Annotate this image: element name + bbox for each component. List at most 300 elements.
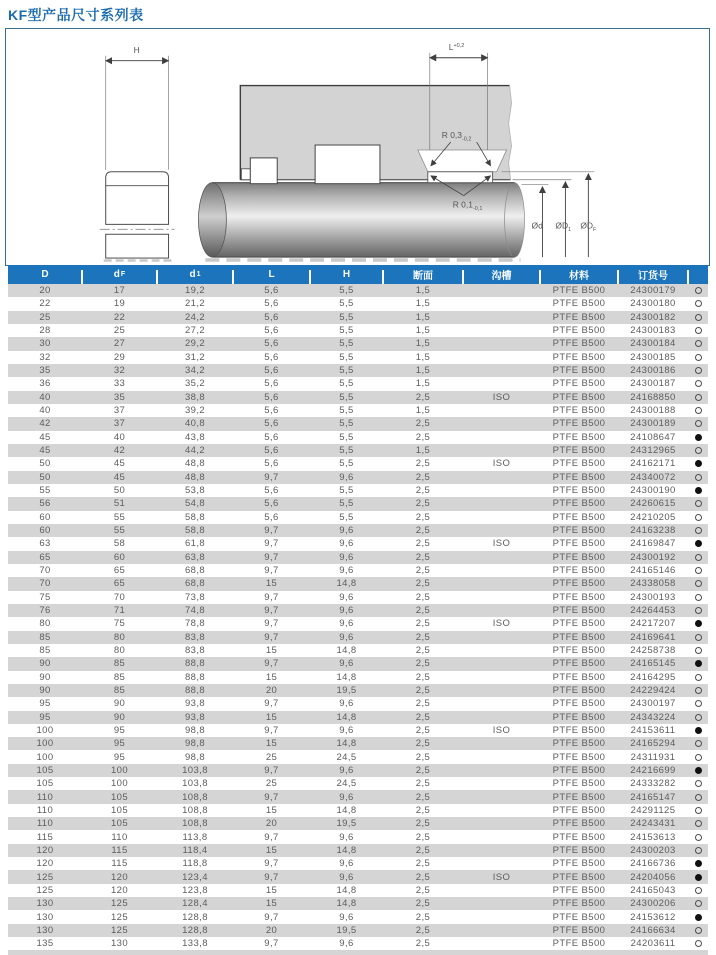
cell-material: PTFE B500 xyxy=(552,844,606,856)
open-circle-icon xyxy=(695,607,702,614)
cell-h: 5,5 xyxy=(339,445,354,457)
cell-df: 37 xyxy=(113,418,126,430)
cell-df: 27 xyxy=(113,338,126,350)
column-header-d1: d 1 xyxy=(157,265,233,284)
cell-d1: 29,2 xyxy=(184,338,206,350)
cell-l: 5,6 xyxy=(264,311,279,323)
cell-df: 100 xyxy=(110,764,129,776)
cell-d: 135 xyxy=(36,938,54,950)
cell-d1: 93,8 xyxy=(184,698,206,710)
table-row xyxy=(8,711,708,724)
open-circle-icon xyxy=(695,380,702,387)
cell-d: 65 xyxy=(39,551,51,563)
cell-l: 9,7 xyxy=(264,791,279,803)
cell-l: 5,6 xyxy=(264,338,279,350)
open-circle-icon xyxy=(695,754,702,761)
cell-availability xyxy=(688,380,708,387)
cell-d: 125 xyxy=(36,871,54,883)
table-header xyxy=(8,265,708,284)
cell-availability xyxy=(688,647,708,654)
cell-section: 2,5 xyxy=(415,418,431,430)
table-row xyxy=(8,790,708,803)
cell-df: 55 xyxy=(113,525,126,537)
cell-material: PTFE B500 xyxy=(552,365,606,377)
cell-l: 5,6 xyxy=(264,365,279,377)
cell-l: 9,7 xyxy=(264,525,279,537)
cell-order-no: 24258738 xyxy=(630,645,676,657)
table-row xyxy=(8,604,708,617)
cell-d1: 58,8 xyxy=(184,511,206,523)
size-table xyxy=(8,265,708,955)
cell-section: 2,5 xyxy=(415,431,431,443)
cell-availability xyxy=(688,314,708,321)
cell-d1: 44,2 xyxy=(184,445,206,457)
cell-df: 35 xyxy=(113,391,126,403)
column-header-h: H xyxy=(310,265,383,284)
cell-availability xyxy=(688,794,708,801)
cell-groove: ISO xyxy=(492,391,511,403)
table-row xyxy=(8,924,708,937)
cell-order-no: 24229424 xyxy=(630,685,676,696)
table-row xyxy=(8,884,708,897)
cell-l: 9,7 xyxy=(264,911,279,923)
cell-availability xyxy=(688,420,708,427)
cell-df: 120 xyxy=(110,884,129,896)
cell-l: 25 xyxy=(265,778,278,790)
column-header-order-no: 订货号 xyxy=(618,265,688,284)
cell-order-no: 24300185 xyxy=(630,351,676,363)
cell-material: PTFE B500 xyxy=(552,898,606,910)
open-circle-icon xyxy=(695,780,702,787)
cell-material: PTFE B500 xyxy=(552,858,606,870)
cell-material: PTFE B500 xyxy=(552,738,606,750)
cell-availability xyxy=(688,460,708,467)
cell-section: 1,5 xyxy=(415,338,431,350)
cell-df: 75 xyxy=(113,618,126,630)
cell-section: 2,5 xyxy=(415,591,431,603)
cell-d: 110 xyxy=(36,818,54,830)
cell-d: 70 xyxy=(39,578,51,590)
cell-availability xyxy=(688,474,708,481)
cell-d1: 108,8 xyxy=(182,791,208,803)
table-row xyxy=(8,697,708,710)
column-header-groove: 沟槽 xyxy=(463,265,540,284)
table-row xyxy=(8,857,708,870)
open-circle-icon xyxy=(695,300,702,307)
cell-df: 32 xyxy=(113,365,126,377)
cell-section: 2,5 xyxy=(415,804,431,816)
cell-h: 9,6 xyxy=(339,658,354,670)
cell-l: 5,6 xyxy=(264,298,279,310)
open-circle-icon xyxy=(695,820,702,827)
cell-section: 1,5 xyxy=(415,351,431,363)
cell-order-no: 24153612 xyxy=(630,911,676,923)
cell-material: PTFE B500 xyxy=(552,924,606,936)
cell-material: PTFE B500 xyxy=(552,658,606,670)
cell-order-no: 24300179 xyxy=(630,285,676,297)
cell-d1: 43,8 xyxy=(184,431,206,443)
cell-h: 24,5 xyxy=(336,778,357,790)
cell-availability xyxy=(688,914,708,921)
cell-l: 5,6 xyxy=(264,378,279,390)
cell-l: 9,7 xyxy=(264,605,279,617)
cell-material: PTFE B500 xyxy=(552,458,606,470)
cell-section: 2,5 xyxy=(415,858,431,870)
cell-groove: ISO xyxy=(492,538,511,550)
cell-availability xyxy=(688,874,708,881)
cell-h: 9,6 xyxy=(339,538,354,550)
cell-order-no: 24204056 xyxy=(630,871,676,883)
cell-l: 15 xyxy=(265,711,278,723)
table-row xyxy=(8,777,708,790)
cell-df: 105 xyxy=(110,804,129,816)
cell-material: PTFE B500 xyxy=(552,618,606,630)
cell-h: 5,5 xyxy=(339,391,354,403)
cell-df: 70 xyxy=(113,591,126,603)
cell-d1: 123,4 xyxy=(182,871,208,883)
cell-material: PTFE B500 xyxy=(552,871,606,883)
cell-material: PTFE B500 xyxy=(552,391,606,403)
cell-df: 22 xyxy=(113,311,126,323)
cell-h: 9,6 xyxy=(339,525,354,537)
open-circle-icon xyxy=(695,354,702,361)
filled-circle-icon xyxy=(695,487,702,494)
cell-h: 9,6 xyxy=(339,724,354,736)
column-header-l: L xyxy=(233,265,310,284)
cell-material: PTFE B500 xyxy=(552,645,606,657)
cell-df: 58 xyxy=(113,538,126,550)
cell-h: 14,8 xyxy=(336,804,357,816)
cell-material: PTFE B500 xyxy=(552,804,606,816)
cell-availability xyxy=(688,367,708,374)
table-row xyxy=(8,524,708,537)
table-row xyxy=(8,910,708,923)
open-circle-icon xyxy=(695,314,702,321)
cell-df: 95 xyxy=(113,724,126,736)
cell-order-no: 24166736 xyxy=(630,858,676,870)
table-row xyxy=(8,684,708,697)
cell-df: 105 xyxy=(110,818,129,830)
cell-l: 9,7 xyxy=(264,538,279,550)
cell-df: 125 xyxy=(110,898,129,910)
dim-od-label: Ød xyxy=(531,220,543,231)
cell-section: 1,5 xyxy=(415,405,431,417)
cell-df: 42 xyxy=(113,445,126,457)
cell-df: 95 xyxy=(113,738,126,750)
cell-material: PTFE B500 xyxy=(552,405,606,417)
cell-section: 2,5 xyxy=(415,884,431,896)
filled-circle-icon xyxy=(695,460,702,467)
cell-d1: 63,8 xyxy=(184,551,206,563)
cell-availability xyxy=(688,394,708,401)
cell-d1: 103,8 xyxy=(182,778,208,790)
open-circle-icon xyxy=(695,340,702,347)
cell-section: 2,5 xyxy=(415,764,431,776)
cell-material: PTFE B500 xyxy=(552,764,606,776)
table-row xyxy=(8,750,708,763)
cell-df: 85 xyxy=(113,685,126,696)
cell-availability xyxy=(688,940,708,947)
table-row xyxy=(8,337,708,350)
table-row xyxy=(8,830,708,843)
open-circle-icon xyxy=(695,647,702,654)
cell-h: 5,5 xyxy=(339,338,354,350)
cell-order-no: 24203611 xyxy=(630,938,676,950)
cell-l: 20 xyxy=(265,924,278,936)
table-row xyxy=(8,284,708,297)
cell-d1: 113,8 xyxy=(182,831,208,843)
cell-d1: 68,8 xyxy=(184,565,206,577)
cell-availability xyxy=(688,674,708,681)
cell-groove: ISO xyxy=(492,871,511,883)
cell-section: 2,5 xyxy=(415,511,431,523)
table-body xyxy=(8,284,708,950)
cell-l: 15 xyxy=(265,645,278,657)
cell-h: 9,6 xyxy=(339,605,354,617)
radius-03-label: R $0,3_{-0,2}$ xyxy=(441,130,472,143)
cell-order-no: 24243431 xyxy=(630,818,676,830)
cell-df: 45 xyxy=(113,458,126,470)
cell-h: 9,6 xyxy=(339,591,354,603)
cell-h: 19,5 xyxy=(336,924,357,936)
cell-order-no: 24300182 xyxy=(630,311,676,323)
cell-d: 20 xyxy=(39,285,51,297)
cell-l: 9,7 xyxy=(264,631,279,643)
cell-availability xyxy=(688,727,708,734)
cell-availability xyxy=(688,287,708,294)
seal-cross-section-drawing xyxy=(6,29,709,265)
cell-h: 9,6 xyxy=(339,565,354,577)
table-row xyxy=(8,737,708,750)
cell-material: PTFE B500 xyxy=(552,378,606,390)
cell-d1: 19,2 xyxy=(184,285,206,297)
cell-order-no: 24165146 xyxy=(630,565,676,577)
table-row xyxy=(8,404,708,417)
cell-order-no: 24311931 xyxy=(630,751,676,763)
table-row xyxy=(8,497,708,510)
cell-material: PTFE B500 xyxy=(552,631,606,643)
cell-availability xyxy=(688,580,708,587)
cell-d1: 48,8 xyxy=(184,458,206,470)
table-row xyxy=(8,364,708,377)
cell-df: 17 xyxy=(113,285,126,297)
table-row xyxy=(8,431,708,444)
cell-material: PTFE B500 xyxy=(552,551,606,563)
cell-availability xyxy=(688,620,708,627)
cell-section: 2,5 xyxy=(415,578,431,590)
cell-d1: 35,2 xyxy=(184,378,206,390)
cell-h: 14,8 xyxy=(336,645,357,657)
open-circle-icon xyxy=(695,567,702,574)
cell-h: 14,8 xyxy=(336,711,357,723)
cell-df: 51 xyxy=(113,498,126,510)
cell-h: 9,6 xyxy=(339,764,354,776)
cell-availability xyxy=(688,300,708,307)
cell-availability xyxy=(688,327,708,334)
cell-order-no: 24210205 xyxy=(630,511,676,523)
cell-material: PTFE B500 xyxy=(552,511,606,523)
cell-d: 22 xyxy=(39,298,51,310)
cell-l: 9,7 xyxy=(264,831,279,843)
cell-d: 76 xyxy=(39,605,51,617)
table-row xyxy=(8,564,708,577)
cell-order-no: 24300187 xyxy=(630,378,676,390)
cell-d1: 73,8 xyxy=(184,591,206,603)
cell-order-no: 24260615 xyxy=(630,498,676,510)
dim-od1-label: $ØD_1$ xyxy=(555,220,572,233)
cell-df: 90 xyxy=(113,711,126,723)
cell-availability xyxy=(688,767,708,774)
cell-df: 110 xyxy=(111,831,128,843)
cell-material: PTFE B500 xyxy=(552,831,606,843)
cell-d: 55 xyxy=(39,485,51,497)
cell-df: 120 xyxy=(110,871,129,883)
open-circle-icon xyxy=(695,714,702,721)
column-header-df: d F xyxy=(82,265,157,284)
cell-order-no: 24343224 xyxy=(630,711,676,723)
table-row xyxy=(8,657,708,670)
cell-material: PTFE B500 xyxy=(552,884,606,896)
cell-df: 25 xyxy=(113,325,126,337)
cell-section: 2,5 xyxy=(415,818,431,830)
cell-d: 50 xyxy=(39,471,51,483)
cell-d: 32 xyxy=(39,351,51,363)
cell-material: PTFE B500 xyxy=(552,791,606,803)
cell-order-no: 24153611 xyxy=(630,724,676,736)
cell-l: 15 xyxy=(265,578,278,590)
column-header-section: 断面 xyxy=(383,265,463,284)
cell-material: PTFE B500 xyxy=(552,311,606,323)
cell-df: 60 xyxy=(113,551,126,563)
cell-d: 130 xyxy=(36,924,54,936)
cell-df: 40 xyxy=(113,431,126,443)
cell-order-no: 24165294 xyxy=(630,738,676,750)
cell-order-no: 24300180 xyxy=(630,298,676,310)
cell-df: 29 xyxy=(113,351,126,363)
table-row xyxy=(8,444,708,457)
table-row xyxy=(8,551,708,564)
groove xyxy=(418,150,507,172)
cell-availability xyxy=(688,607,708,614)
cell-l: 15 xyxy=(265,844,278,856)
open-circle-icon xyxy=(695,394,702,401)
cell-l: 9,7 xyxy=(264,551,279,563)
cell-d1: 123,8 xyxy=(182,884,208,896)
cell-df: 90 xyxy=(113,698,126,710)
cell-material: PTFE B500 xyxy=(552,711,606,723)
cell-df: 125 xyxy=(110,911,129,923)
cell-section: 2,5 xyxy=(415,645,431,657)
cell-l: 9,7 xyxy=(264,565,279,577)
cell-h: 5,5 xyxy=(339,351,354,363)
table-row xyxy=(8,644,708,657)
technical-drawing xyxy=(5,28,710,266)
cell-order-no: 24300203 xyxy=(630,844,676,856)
cell-l: 5,6 xyxy=(264,325,279,337)
page-title: KF型产品尺寸系列表 xyxy=(8,7,144,23)
cell-availability xyxy=(688,900,708,907)
cell-order-no: 24300197 xyxy=(630,698,676,710)
cell-h: 9,6 xyxy=(339,618,354,630)
cell-material: PTFE B500 xyxy=(552,751,606,763)
cell-section: 2,5 xyxy=(415,605,431,617)
cell-availability xyxy=(688,434,708,441)
cell-l: 15 xyxy=(265,884,278,896)
cell-section: 2,5 xyxy=(415,631,431,643)
cell-d: 85 xyxy=(39,645,51,657)
cell-material: PTFE B500 xyxy=(552,698,606,710)
cell-availability xyxy=(688,514,708,521)
cell-availability xyxy=(688,847,708,854)
cell-availability xyxy=(688,407,708,414)
cell-l: 20 xyxy=(265,818,278,830)
open-circle-icon xyxy=(695,807,702,814)
cell-order-no: 24168850 xyxy=(630,391,676,403)
cell-h: 9,6 xyxy=(339,551,354,563)
cell-availability xyxy=(688,687,708,694)
cell-d: 105 xyxy=(36,764,54,776)
cell-section: 2,5 xyxy=(415,724,431,736)
cell-material: PTFE B500 xyxy=(552,938,606,950)
open-circle-icon xyxy=(695,594,702,601)
radius-01-label: R $0,1_{-0,1}$ xyxy=(452,199,483,212)
cell-h: 14,8 xyxy=(336,578,357,590)
cell-section: 2,5 xyxy=(415,458,431,470)
open-circle-icon xyxy=(695,847,702,854)
cell-d1: 98,8 xyxy=(184,724,206,736)
cell-d1: 61,8 xyxy=(184,538,206,550)
open-circle-icon xyxy=(695,514,702,521)
table-row xyxy=(8,617,708,630)
cell-d: 63 xyxy=(39,538,51,550)
cell-l: 9,7 xyxy=(264,591,279,603)
cell-h: 5,5 xyxy=(339,511,354,523)
cell-l: 9,7 xyxy=(264,724,279,736)
cell-l: 9,7 xyxy=(264,471,279,483)
cell-df: 115 xyxy=(111,858,128,870)
cell-d: 90 xyxy=(39,658,51,670)
cell-h: 5,5 xyxy=(339,418,354,430)
table-row xyxy=(8,577,708,590)
cell-h: 14,8 xyxy=(336,898,357,910)
cell-l: 15 xyxy=(265,898,278,910)
cell-d1: 98,8 xyxy=(184,738,206,750)
cell-material: PTFE B500 xyxy=(552,351,606,363)
cell-section: 2,5 xyxy=(415,711,431,723)
table-row xyxy=(8,764,708,777)
cell-df: 100 xyxy=(110,778,129,790)
column-header-d: D xyxy=(41,269,49,280)
cell-section: 2,5 xyxy=(415,658,431,670)
cell-d1: 128,8 xyxy=(182,924,208,936)
cell-h: 19,5 xyxy=(336,685,357,696)
cell-h: 9,6 xyxy=(339,631,354,643)
cell-material: PTFE B500 xyxy=(552,285,606,297)
cell-d1: 88,8 xyxy=(184,671,206,683)
cell-section: 2,5 xyxy=(415,698,431,710)
cell-availability xyxy=(688,754,708,761)
open-circle-icon xyxy=(695,287,702,294)
open-circle-icon xyxy=(695,940,702,947)
cell-h: 9,6 xyxy=(339,911,354,923)
cell-section: 2,5 xyxy=(415,485,431,497)
cell-order-no: 24300184 xyxy=(630,338,676,350)
cell-d: 90 xyxy=(39,671,51,683)
cell-d1: 128,8 xyxy=(182,911,208,923)
cell-order-no: 24300183 xyxy=(630,325,676,337)
cell-d: 110 xyxy=(36,804,54,816)
cell-section: 2,5 xyxy=(415,791,431,803)
